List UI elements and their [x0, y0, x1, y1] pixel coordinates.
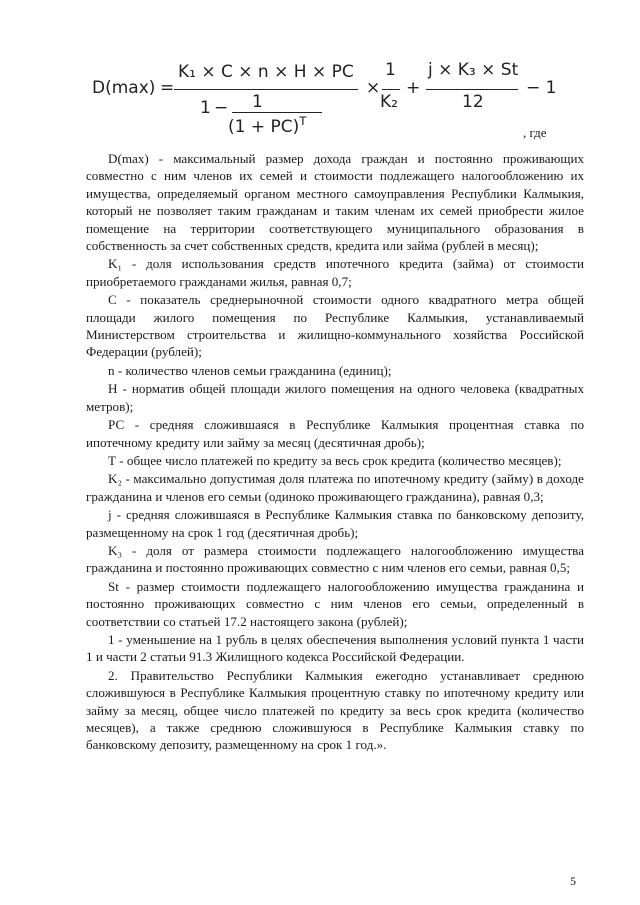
- paragraph-st: St - размер стоимости подлежащего налогообложению имущества гражданина и постоянно проживающих совместно с ним членов его семьи, определенный в соответствии со статьей 17.2 настоящего закона (рублей);: [86, 578, 584, 629]
- formula-equals: =: [160, 78, 175, 98]
- paragraph-n: n - количество членов семьи гражданина (единиц);: [108, 362, 392, 378]
- paragraph-k1: K₁ - доля использования средств ипотечного кредита (займа) от стоимости приобретаемого гражданами жилья, равная 0,7;: [86, 256, 584, 289]
- definitions-body: [86, 150, 584, 754]
- paragraph-j: j - средняя сложившаяся в Республике Калмыкия ставка по банковскому депозиту, размещенному на срок 1 год (десятичная дробь);: [86, 507, 584, 540]
- paragraph-h: Н - норматив общей площади жилого помещения на одного человека (квадратных метров);: [86, 381, 584, 414]
- paragraph-dmax: D(max) - максимальный размер дохода граждан и постоянно проживающих совместно с ним членов их семей и стоимости подлежащего налогообложению их имущества, определяемый органом местного самоуправления Республики Калмыкия, который не позволяет таким гражданам и таким членам их семей приобрести жилое помещение на территории соответствующего муниципального образования в собственность за счет собственных средств, кредита или займа (рублей в месяц);: [86, 151, 584, 254]
- formula-main-numerator: K₁ × C × n × H × PC: [178, 62, 354, 82]
- formula-k2-fraction-bar: [382, 89, 400, 90]
- inner-denominator-base: (1 + PC): [228, 117, 300, 138]
- paragraph-t: Т - общее число платежей по кредиту за весь срок кредита (количество месяцев);: [108, 452, 562, 468]
- formula-plus: +: [406, 78, 421, 98]
- formula-k2-denominator: K₂: [380, 92, 398, 112]
- formula-lhs: D(max): [92, 78, 156, 98]
- formula-minus-one: − 1: [526, 78, 557, 98]
- formula-inner-denominator: [228, 114, 307, 137]
- paragraph-c: С - показатель среднерыночной стоимости одного квадратного метра общей площади жилого помещения по Республике Калмыкия, устанавливаемый Министерством строительства и жилищно-коммунального хозяйства Российской Федерации (рублей);: [86, 292, 584, 360]
- paragraph-k2: K₂ - максимально допустимая доля платежа по ипотечному кредиту (займу) в доходе гражданина и членов его семьи (одиноко проживающего гражданина), равная 0,3;: [86, 471, 584, 504]
- paragraph-pc: РС - средняя сложившаяся в Республике Калмыкия процентная ставка по ипотечному кредиту или займу за месяц (десятичная дробь);: [86, 417, 584, 450]
- formula-k2-numerator: 1: [385, 60, 396, 80]
- formula-times: ×: [366, 78, 381, 98]
- formula-j-denominator: 12: [462, 92, 484, 112]
- formula-j-fraction-bar: [426, 89, 518, 90]
- dmax-formula: [92, 52, 562, 152]
- formula-where-label: , где: [523, 125, 547, 140]
- paragraph-one: 1 - уменьшение на 1 рубль в целях обеспечения выполнения условий пункта 1 части 1 и части 2 статьи 91.3 Жилищного кодекса Российской Федерации.: [86, 631, 584, 665]
- formula-inner-fraction-bar: [232, 112, 322, 113]
- paragraph-clause-2: 2. Правительство Республики Калмыкия ежегодно устанавливает среднюю сложившуюся в Республике Калмыкия процентную ставку по ипотечному кредиту или займу за месяц, общее число платежей по кредиту за весь срок кредита (количество месяцев), а также среднюю сложившуюся в Республике Калмыкия ставку по банковскому депозиту, размещенному на срок 1 год.».: [86, 667, 584, 753]
- formula-inner-numerator: 1: [252, 92, 263, 112]
- formula-denominator-one: 1: [200, 98, 211, 118]
- page-number: 5: [570, 874, 576, 888]
- formula-main-fraction-bar: [174, 89, 358, 90]
- inner-denominator-exponent: T: [299, 114, 307, 128]
- formula-denominator-minus: −: [214, 98, 229, 118]
- formula-j-numerator: j × K₃ × St: [428, 60, 519, 80]
- paragraph-k3: K₃ - доля от размера стоимости подлежащего налогообложению имущества гражданина и постоянно проживающих совместно с ним членов его семьи, равная 0,5;: [86, 542, 584, 576]
